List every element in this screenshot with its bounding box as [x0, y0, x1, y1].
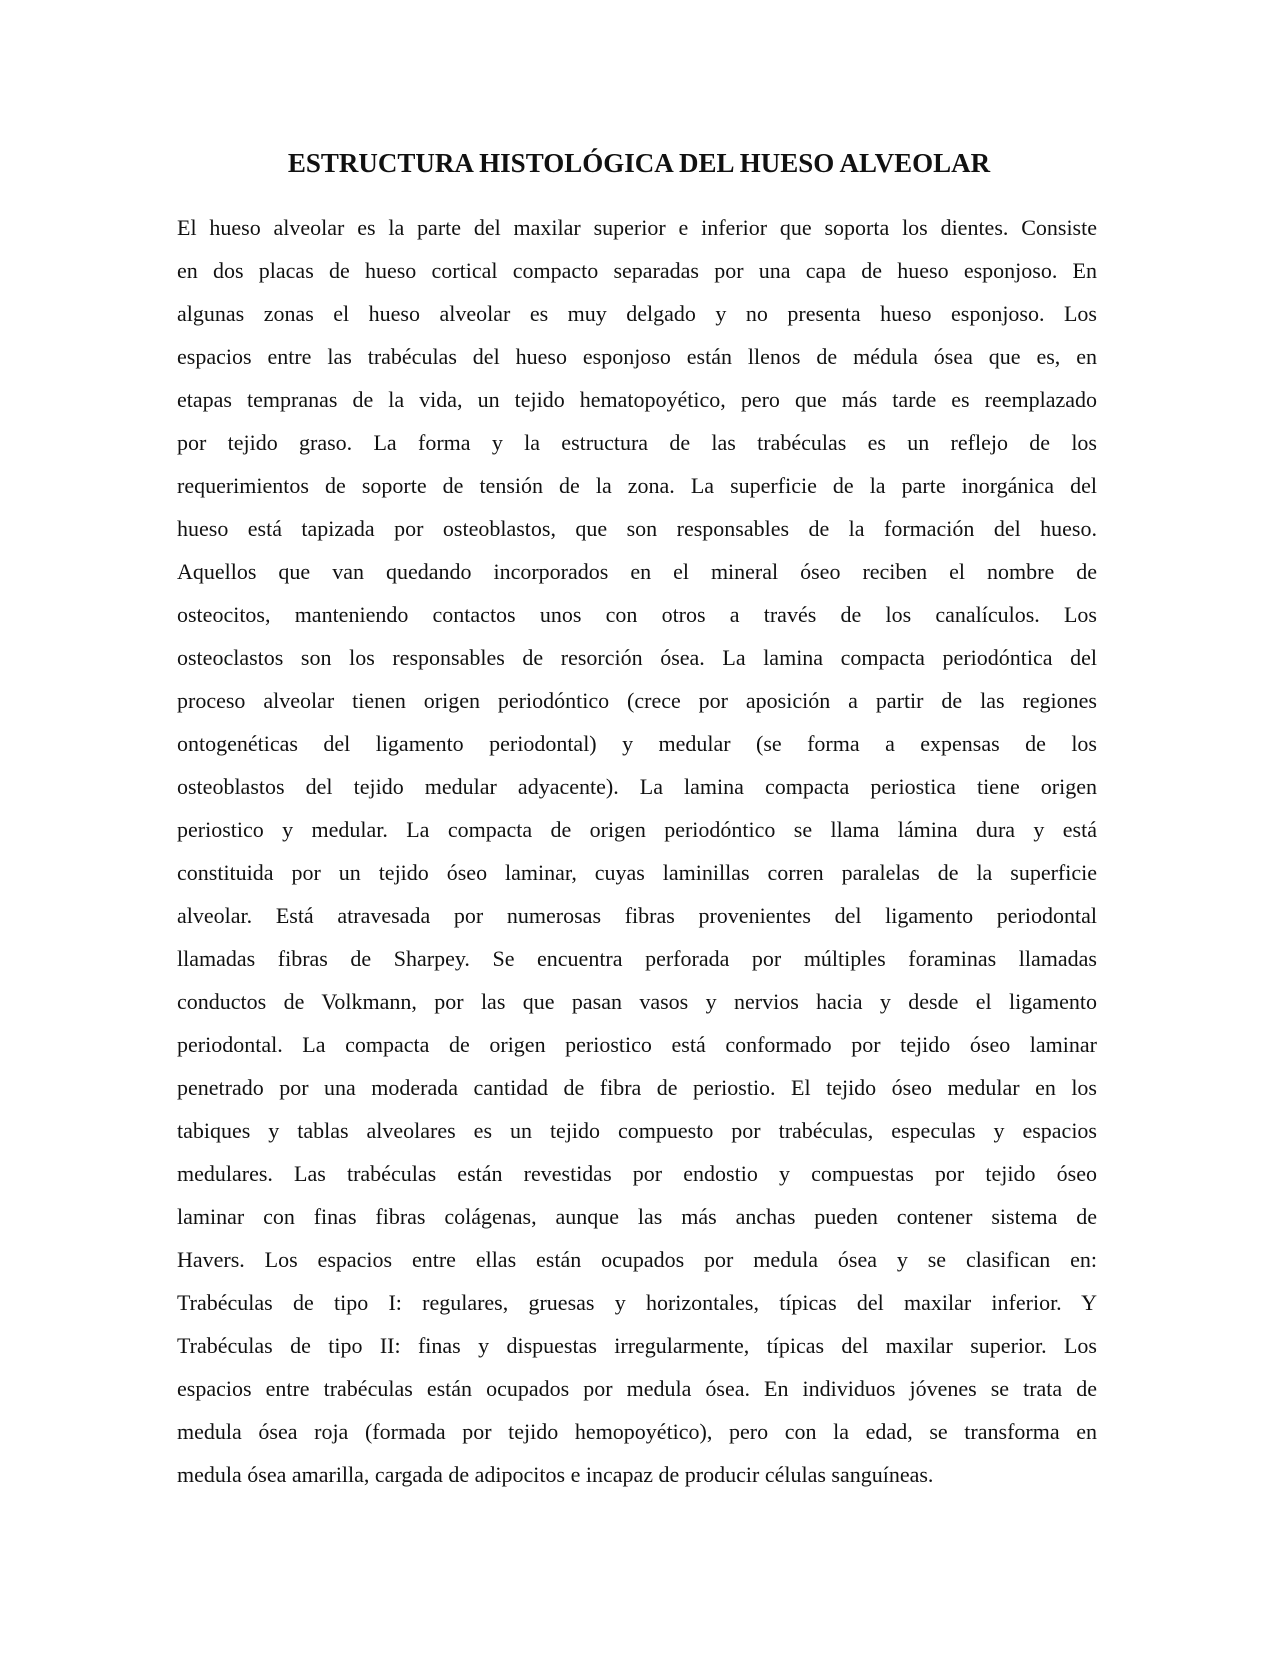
text-line: osteoclastos son los responsables de resorción ósea. La lamina compacta periodóntica del — [177, 645, 1097, 670]
text-line: alveolar. Está atravesada por numerosas fibras provenientes del ligamento periodontal — [177, 903, 1097, 928]
document-title: ESTRUCTURA HISTOLÓGICA DEL HUESO ALVEOLAR — [287, 148, 991, 178]
text-line: algunas zonas el hueso alveolar es muy delgado y no presenta hueso esponjoso. Los — [177, 301, 1097, 326]
text-line: requerimientos de soporte de tensión de la zona. La superficie de la parte inorgánica del — [177, 473, 1097, 498]
text-line: espacios entre las trabéculas del hueso esponjoso están llenos de médula ósea que es, en — [177, 344, 1097, 369]
text-line: tabiques y tablas alveolares es un tejido compuesto por trabéculas, especulas y espacios — [177, 1118, 1097, 1143]
text-line: laminar con finas fibras colágenas, aunque las más anchas pueden contener sistema de — [177, 1204, 1097, 1229]
text-line: periostico y medular. La compacta de origen periodóntico se llama lámina dura y está — [177, 817, 1097, 842]
text-line: ontogenéticas del ligamento periodontal) y medular (se forma a expensas de los — [177, 731, 1097, 756]
text-line: en dos placas de hueso cortical compacto separadas por una capa de hueso esponjoso. En — [177, 258, 1097, 283]
text-line: por tejido graso. La forma y la estructura de las trabéculas es un reflejo de los — [177, 430, 1097, 455]
text-line: etapas tempranas de la vida, un tejido hematopoyético, pero que más tarde es reemplazado — [177, 387, 1097, 412]
text-line: Havers. Los espacios entre ellas están ocupados por medula ósea y se clasifican en: — [177, 1247, 1097, 1272]
text-line: hueso está tapizada por osteoblastos, que son responsables de la formación del hueso. — [177, 516, 1097, 541]
text-line: llamadas fibras de Sharpey. Se encuentra perforada por múltiples foraminas llamadas — [177, 946, 1097, 971]
text-line: osteoblastos del tejido medular adyacente). La lamina compacta periostica tiene origen — [177, 774, 1097, 799]
text-line: Trabéculas de tipo I: regulares, gruesas y horizontales, típicas del maxilar inferior. Y — [177, 1290, 1097, 1315]
text-line: Trabéculas de tipo II: finas y dispuestas irregularmente, típicas del maxilar superior. Los — [177, 1333, 1097, 1358]
text-line: proceso alveolar tienen origen periodóntico (crece por aposición a partir de las regiones — [177, 688, 1097, 713]
text-line: medula ósea amarilla, cargada de adipocitos e incapaz de producir células sanguíneas. — [177, 1462, 934, 1487]
text-line: Aquellos que van quedando incorporados en el mineral óseo reciben el nombre de — [177, 559, 1097, 584]
text-line: medula ósea roja (formada por tejido hemopoyético), pero con la edad, se transforma en — [177, 1419, 1097, 1444]
text-line: medulares. Las trabéculas están revestidas por endostio y compuestas por tejido óseo — [177, 1161, 1097, 1186]
text-line: El hueso alveolar es la parte del maxilar superior e inferior que soporta los dientes. Consiste — [177, 215, 1097, 240]
text-line: periodontal. La compacta de origen periostico está conformado por tejido óseo laminar — [177, 1032, 1097, 1057]
text-line: constituida por un tejido óseo laminar, cuyas laminillas corren paralelas de la superficie — [177, 860, 1097, 885]
text-line: espacios entre trabéculas están ocupados por medula ósea. En individuos jóvenes se trata de — [177, 1376, 1097, 1401]
body-paragraph — [177, 206, 1097, 1496]
text-line: penetrado por una moderada cantidad de fibra de periostio. El tejido óseo medular en los — [177, 1075, 1097, 1100]
text-line: conductos de Volkmann, por las que pasan vasos y nervios hacia y desde el ligamento — [177, 989, 1097, 1014]
text-line: osteocitos, manteniendo contactos unos con otros a través de los canalículos. Los — [177, 602, 1097, 627]
